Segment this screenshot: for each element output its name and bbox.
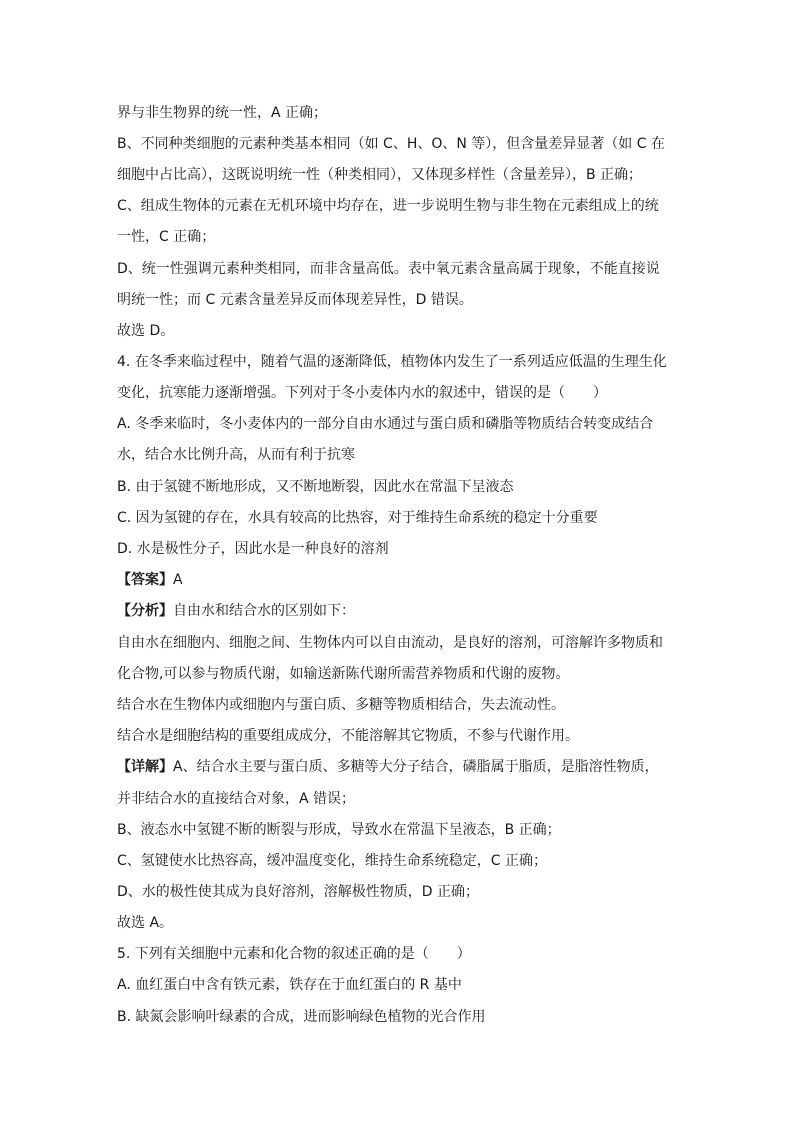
question-4-stem: 变化，抗寒能力逐渐增强。下列对于冬小麦体内水的叙述中，错误的是（ ） — [117, 385, 607, 401]
text-line: 明统一性；而 C 元素含量差异反而体现差异性，D 错误。 — [117, 292, 473, 308]
answer-text: A — [173, 572, 183, 588]
text-line: 故选 D。 — [117, 323, 175, 339]
answer-tag: 【答案】 — [117, 572, 173, 588]
text-line: C、氢键使水比热容高，缓冲温度变化，维持生命系统稳定，C 正确； — [117, 853, 547, 869]
detail-text: A、结合水主要与蛋白质、多糖等大分子结合，磷脂属于脂质，是脂溶性物质， — [173, 759, 659, 775]
question-4-stem: 4. 在冬季来临过程中，随着气温的逐渐降低，植物体内发生了一系列适应低温的生理生化 — [117, 354, 667, 370]
option-b: B. 缺氮会影响叶绿素的合成，进而影响绿色植物的光合作用 — [117, 1009, 486, 1025]
option-c: C. 因为氢键的存在，水具有较高的比热容，对于维持生命系统的稳定十分重要 — [117, 510, 598, 526]
option-d: D. 水是极性分子，因此水是一种良好的溶剂 — [117, 541, 389, 557]
text-line: 界与非生物界的统一性，A 正确； — [117, 105, 328, 121]
option-a: A. 血红蛋白中含有铁元素，铁存在于血红蛋白的 R 基中 — [117, 977, 462, 993]
answer-line — [117, 570, 677, 590]
text-line: 自由水在细胞内、细胞之间、生物体内可以自由流动，是良好的溶剂，可溶解许多物质和 — [117, 635, 663, 651]
text-line: B、液态水中氢键不断的断裂与形成，导致水在常温下呈液态，B 正确； — [117, 822, 561, 838]
analysis-text: 自由水和结合水的区别如下： — [173, 603, 355, 619]
option-b: B. 由于氢键不断地形成，又不断地断裂，因此水在常温下呈液态 — [117, 479, 514, 495]
analysis-line — [117, 601, 677, 621]
text-line: C、组成生物体的元素在无机环境中均存在，进一步说明生物与非生物在元素组成上的统 — [117, 198, 659, 214]
text-line: 结合水是细胞结构的重要组成成分，不能溶解其它物质，不参与代谢作用。 — [117, 728, 579, 744]
detail-tag: 【详解】 — [117, 759, 173, 775]
analysis-tag: 【分析】 — [117, 603, 173, 619]
option-a: 水，结合水比例升高，从而有利于抗寒 — [117, 447, 355, 463]
question-5-stem: 5. 下列有关细胞中元素和化合物的叙述正确的是（ ） — [117, 946, 471, 962]
text-line: D、水的极性使其成为良好溶剂，溶解极性物质，D 正确； — [117, 884, 480, 900]
detail-line — [117, 757, 677, 777]
text-line: 细胞中占比高），这既说明统一性（种类相同），又体现多样性（含量差异），B 正确； — [117, 167, 643, 183]
option-a: A. 冬季来临时，冬小麦体内的一部分自由水通过与蛋白质和磷脂等物质结合转变成结合 — [117, 416, 654, 432]
text-line: 故选 A。 — [117, 915, 174, 931]
text-line: 一性，C 正确； — [117, 229, 216, 245]
text-line: B、不同种类细胞的元素种类基本相同（如 C、H、O、N 等），但含量差异显著（如 C 在 — [117, 136, 665, 152]
text-line: D、统一性强调元素种类相同，而非含量高低。表中氧元素含量高属于现象，不能直接说 — [117, 261, 660, 277]
text-line: 并非结合水的直接结合对象，A 错误； — [117, 791, 356, 807]
text-line: 结合水在生物体内或细胞内与蛋白质、多糖等物质相结合，失去流动性。 — [117, 697, 565, 713]
text-line: 化合物,可以参与物质代谢，如输送新陈代谢所需营养物质和代谢的废物。 — [117, 666, 570, 682]
